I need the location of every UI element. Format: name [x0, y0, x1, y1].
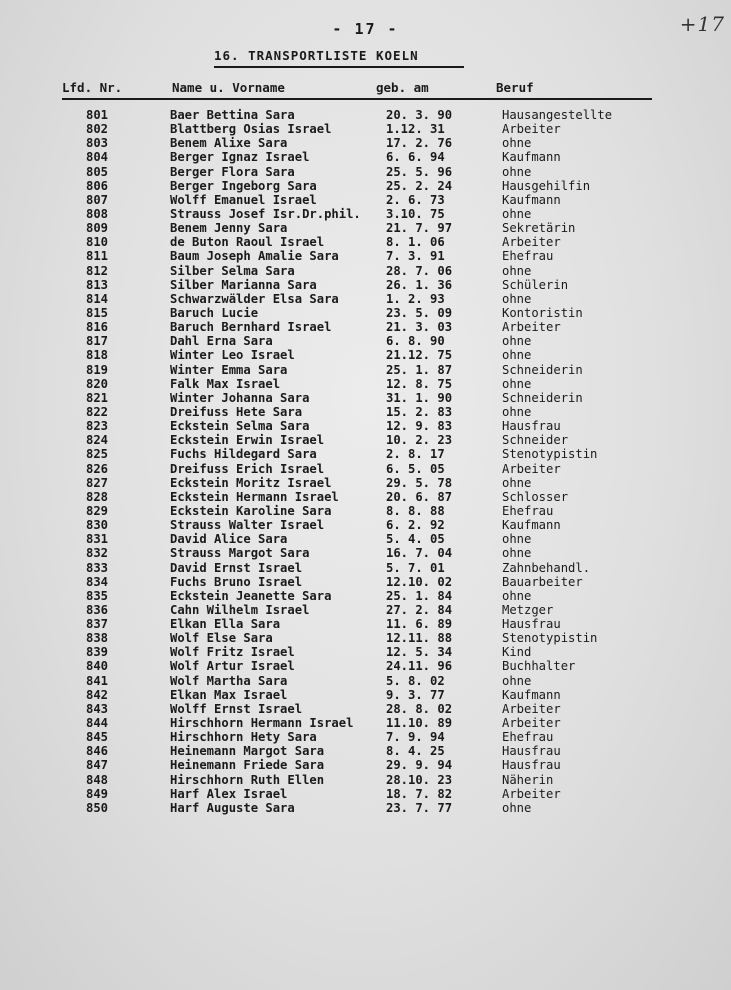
row-number: 814: [86, 291, 109, 306]
birth-date: 25. 2. 24: [386, 178, 453, 193]
table-row: [0, 659, 731, 673]
table-header: [62, 80, 652, 100]
person-name: Winter Johanna Sara: [170, 390, 310, 405]
row-number: 817: [86, 334, 109, 349]
table-row: [0, 165, 731, 179]
table-row: [0, 787, 731, 801]
occupation: Arbeiter: [502, 716, 561, 731]
person-name: Harf Auguste Sara: [170, 800, 295, 815]
birth-date: 29. 5. 78: [386, 475, 453, 490]
table-row: [0, 179, 731, 193]
birth-date: 8. 8. 88: [386, 503, 445, 518]
occupation: Kaufmann: [502, 687, 561, 702]
table-row: [0, 730, 731, 744]
person-name: Fuchs Bruno Israel: [170, 574, 303, 589]
birth-date: 3.10. 75: [386, 206, 445, 221]
occupation: Schneiderin: [502, 390, 583, 405]
occupation: Hausfrau: [502, 758, 561, 773]
birth-date: 5. 7. 01: [386, 560, 445, 575]
occupation: Arbeiter: [502, 701, 561, 716]
occupation: Schneiderin: [502, 362, 583, 377]
row-number: 811: [86, 249, 109, 264]
table-row: [0, 645, 731, 659]
person-name: Wolff Emanuel Israel: [170, 192, 317, 207]
birth-date: 5. 8. 02: [386, 673, 445, 688]
occupation: ohne: [502, 532, 532, 547]
person-name: Berger Ignaz Israel: [170, 150, 310, 165]
birth-date: 28.10. 23: [386, 772, 453, 787]
row-number: 833: [86, 560, 109, 575]
table-row: [0, 758, 731, 772]
person-name: Silber Selma Sara: [170, 263, 295, 278]
birth-date: 16. 7. 04: [386, 546, 453, 561]
row-number: 849: [86, 786, 109, 801]
table-row: [0, 122, 731, 136]
occupation: ohne: [502, 348, 532, 363]
row-number: 803: [86, 136, 109, 151]
occupation: Stenotypistin: [502, 447, 598, 462]
birth-date: 1. 2. 93: [386, 291, 445, 306]
birth-date: 2. 6. 73: [386, 192, 445, 207]
person-name: Hirschhorn Hety Sara: [170, 730, 317, 745]
table-row: [0, 702, 731, 716]
birth-date: 5. 4. 05: [386, 532, 445, 547]
person-name: Benem Alixe Sara: [170, 136, 288, 151]
person-name: David Ernst Israel: [170, 560, 303, 575]
row-number: 823: [86, 419, 109, 434]
person-name: Heinemann Friede Sara: [170, 758, 325, 773]
table-row: [0, 589, 731, 603]
row-number: 818: [86, 348, 109, 363]
row-number: 844: [86, 716, 109, 731]
row-number: 845: [86, 730, 109, 745]
row-number: 809: [86, 221, 109, 236]
birth-date: 12.11. 88: [386, 631, 453, 646]
person-name: Baer Bettina Sara: [170, 108, 295, 122]
person-name: Dahl Erna Sara: [170, 334, 273, 349]
person-name: Elkan Max Israel: [170, 687, 288, 702]
birth-date: 8. 1. 06: [386, 235, 445, 250]
birth-date: 21. 3. 03: [386, 320, 453, 335]
row-number: 810: [86, 235, 109, 250]
row-number: 821: [86, 390, 109, 405]
table-row: [0, 306, 731, 320]
birth-date: 28. 8. 02: [386, 701, 453, 716]
occupation: Näherin: [502, 772, 554, 787]
occupation: Schlosser: [502, 489, 569, 504]
table-row: [0, 518, 731, 532]
occupation: ohne: [502, 475, 532, 490]
table-row: [0, 150, 731, 164]
occupation: Arbeiter: [502, 320, 561, 335]
person-name: Harf Alex Israel: [170, 786, 288, 801]
row-number: 847: [86, 758, 109, 773]
person-name: Hirschhorn Ruth Ellen: [170, 772, 325, 787]
row-number: 813: [86, 277, 109, 292]
occupation: Ehefrau: [502, 503, 554, 518]
table-row: [0, 603, 731, 617]
table-row: [0, 476, 731, 490]
birth-date: 27. 2. 84: [386, 602, 453, 617]
person-name: Wolff Ernst Israel: [170, 701, 303, 716]
person-name: Eckstein Moritz Israel: [170, 475, 332, 490]
person-name: Eckstein Karoline Sara: [170, 503, 332, 518]
birth-date: 7. 3. 91: [386, 249, 445, 264]
birth-date: 1.12. 31: [386, 122, 445, 137]
birth-date: 23. 7. 77: [386, 800, 453, 815]
table-row: [0, 136, 731, 150]
occupation: ohne: [502, 206, 532, 221]
person-name: Eckstein Hermann Israel: [170, 489, 339, 504]
occupation: Zahnbehandl.: [502, 560, 591, 575]
occupation: Arbeiter: [502, 235, 561, 250]
table-row: [0, 575, 731, 589]
occupation: Kontoristin: [502, 305, 583, 320]
person-name: Eckstein Erwin Israel: [170, 433, 325, 448]
occupation: Hausfrau: [502, 419, 561, 434]
table-row: [0, 801, 731, 815]
row-number: 807: [86, 192, 109, 207]
birth-date: 20. 6. 87: [386, 489, 453, 504]
table-row: [0, 532, 731, 546]
birth-date: 25. 5. 96: [386, 164, 453, 179]
person-name: Dreifuss Hete Sara: [170, 404, 303, 419]
occupation: ohne: [502, 673, 532, 688]
occupation: Hausangestellte: [502, 108, 613, 122]
row-number: 831: [86, 532, 109, 547]
occupation: Hausfrau: [502, 617, 561, 632]
table-row: [0, 631, 731, 645]
table-row: [0, 108, 731, 122]
table-row: [0, 320, 731, 334]
occupation: Arbeiter: [502, 122, 561, 137]
row-number: 848: [86, 772, 109, 787]
occupation: Metzger: [502, 602, 554, 617]
occupation: Kind: [502, 645, 532, 660]
occupation: Kaufmann: [502, 518, 561, 533]
occupation: ohne: [502, 800, 532, 815]
birth-date: 6. 6. 94: [386, 150, 445, 165]
person-name: Wolf Fritz Israel: [170, 645, 295, 660]
occupation: ohne: [502, 546, 532, 561]
row-number: 822: [86, 404, 109, 419]
row-number: 829: [86, 503, 109, 518]
person-name: Wolf Else Sara: [170, 631, 273, 646]
row-number: 834: [86, 574, 109, 589]
row-number: 836: [86, 602, 109, 617]
table-row: [0, 447, 731, 461]
person-name: Strauss Margot Sara: [170, 546, 310, 561]
row-number: 802: [86, 122, 109, 137]
row-number: 837: [86, 617, 109, 632]
row-number: 820: [86, 376, 109, 391]
occupation: ohne: [502, 164, 532, 179]
person-name: Wolf Artur Israel: [170, 659, 295, 674]
birth-date: 21. 7. 97: [386, 221, 453, 236]
birth-date: 21.12. 75: [386, 348, 453, 363]
occupation: Buchhalter: [502, 659, 576, 674]
occupation: ohne: [502, 291, 532, 306]
occupation: Ehefrau: [502, 730, 554, 745]
row-number: 841: [86, 673, 109, 688]
occupation: Arbeiter: [502, 786, 561, 801]
birth-date: 20. 3. 90: [386, 108, 453, 122]
row-number: 828: [86, 489, 109, 504]
person-name: Strauss Josef Isr.Dr.phil.: [170, 206, 361, 221]
birth-date: 11.10. 89: [386, 716, 453, 731]
table-row: [0, 504, 731, 518]
table-row: [0, 419, 731, 433]
row-number: 850: [86, 800, 109, 815]
row-number: 824: [86, 433, 109, 448]
row-number: 830: [86, 518, 109, 533]
transport-list: [0, 108, 731, 815]
occupation: Ehefrau: [502, 249, 554, 264]
birth-date: 31. 1. 90: [386, 390, 453, 405]
person-name: Silber Marianna Sara: [170, 277, 317, 292]
person-name: Hirschhorn Hermann Israel: [170, 716, 354, 731]
table-row: [0, 716, 731, 730]
row-number: 801: [86, 108, 109, 122]
birth-date: 26. 1. 36: [386, 277, 453, 292]
row-number: 804: [86, 150, 109, 165]
column-header-nr: Lfd. Nr.: [62, 80, 123, 95]
person-name: Eckstein Jeanette Sara: [170, 588, 332, 603]
person-name: Elkan Ella Sara: [170, 617, 281, 632]
person-name: Berger Ingeborg Sara: [170, 178, 317, 193]
table-row: [0, 688, 731, 702]
row-number: 827: [86, 475, 109, 490]
row-number: 840: [86, 659, 109, 674]
occupation: Hausgehilfin: [502, 178, 591, 193]
person-name: Dreifuss Erich Israel: [170, 461, 325, 476]
person-name: Fuchs Hildegard Sara: [170, 447, 317, 462]
person-name: Benem Jenny Sara: [170, 221, 288, 236]
person-name: Berger Flora Sara: [170, 164, 295, 179]
occupation: Bauarbeiter: [502, 574, 583, 589]
person-name: Baruch Bernhard Israel: [170, 320, 332, 335]
person-name: Strauss Walter Israel: [170, 518, 325, 533]
table-row: [0, 334, 731, 348]
row-number: 816: [86, 320, 109, 335]
column-header-occupation: Beruf: [496, 80, 534, 95]
birth-date: 9. 3. 77: [386, 687, 445, 702]
row-number: 832: [86, 546, 109, 561]
table-row: [0, 773, 731, 787]
birth-date: 23. 5. 09: [386, 305, 453, 320]
row-number: 819: [86, 362, 109, 377]
birth-date: 17. 2. 76: [386, 136, 453, 151]
birth-date: 29. 9. 94: [386, 758, 453, 773]
occupation: Sekretärin: [502, 221, 576, 236]
birth-date: 12. 5. 34: [386, 645, 453, 660]
table-row: [0, 462, 731, 476]
birth-date: 28. 7. 06: [386, 263, 453, 278]
table-row: [0, 193, 731, 207]
birth-date: 6. 5. 05: [386, 461, 445, 476]
person-name: Cahn Wilhelm Israel: [170, 602, 310, 617]
table-row: [0, 433, 731, 447]
table-row: [0, 249, 731, 263]
column-header-name: Name u. Vorname: [172, 80, 285, 95]
occupation: Schneider: [502, 433, 569, 448]
occupation: ohne: [502, 404, 532, 419]
person-name: Blattberg Osias Israel: [170, 122, 332, 137]
row-number: 843: [86, 701, 109, 716]
birth-date: 15. 2. 83: [386, 404, 453, 419]
table-row: [0, 377, 731, 391]
row-number: 838: [86, 631, 109, 646]
birth-date: 25. 1. 87: [386, 362, 453, 377]
birth-date: 8. 4. 25: [386, 744, 445, 759]
person-name: Schwarzwälder Elsa Sara: [170, 291, 339, 306]
person-name: Falk Max Israel: [170, 376, 281, 391]
birth-date: 12.10. 02: [386, 574, 453, 589]
occupation: Kaufmann: [502, 192, 561, 207]
occupation: ohne: [502, 376, 532, 391]
person-name: Winter Leo Israel: [170, 348, 295, 363]
birth-date: 11. 6. 89: [386, 617, 453, 632]
birth-date: 25. 1. 84: [386, 588, 453, 603]
birth-date: 12. 9. 83: [386, 419, 453, 434]
person-name: Wolf Martha Sara: [170, 673, 288, 688]
birth-date: 12. 8. 75: [386, 376, 453, 391]
occupation: Schülerin: [502, 277, 569, 292]
birth-date: 2. 8. 17: [386, 447, 445, 462]
table-row: [0, 278, 731, 292]
table-row: [0, 674, 731, 688]
person-name: David Alice Sara: [170, 532, 288, 547]
table-row: [0, 391, 731, 405]
table-row: [0, 207, 731, 221]
row-number: 808: [86, 206, 109, 221]
table-row: [0, 405, 731, 419]
birth-date: 6. 2. 92: [386, 518, 445, 533]
table-row: [0, 264, 731, 278]
table-row: [0, 546, 731, 560]
table-row: [0, 363, 731, 377]
row-number: 842: [86, 687, 109, 702]
row-number: 806: [86, 178, 109, 193]
occupation: Stenotypistin: [502, 631, 598, 646]
birth-date: 6. 8. 90: [386, 334, 445, 349]
occupation: ohne: [502, 334, 532, 349]
occupation: Arbeiter: [502, 461, 561, 476]
table-row: [0, 221, 731, 235]
row-number: 839: [86, 645, 109, 660]
table-row: [0, 490, 731, 504]
row-number: 815: [86, 305, 109, 320]
occupation: Hausfrau: [502, 744, 561, 759]
birth-date: 18. 7. 82: [386, 786, 453, 801]
birth-date: 10. 2. 23: [386, 433, 453, 448]
table-row: [0, 235, 731, 249]
row-number: 825: [86, 447, 109, 462]
row-number: 835: [86, 588, 109, 603]
person-name: de Buton Raoul Israel: [170, 235, 325, 250]
row-number: 846: [86, 744, 109, 759]
person-name: Heinemann Margot Sara: [170, 744, 325, 759]
occupation: Kaufmann: [502, 150, 561, 165]
person-name: Eckstein Selma Sara: [170, 419, 310, 434]
occupation: ohne: [502, 136, 532, 151]
row-number: 805: [86, 164, 109, 179]
page-number: - 17 -: [332, 20, 399, 38]
table-row: [0, 561, 731, 575]
person-name: Baum Joseph Amalie Sara: [170, 249, 339, 264]
table-row: [0, 744, 731, 758]
table-row: [0, 348, 731, 362]
row-number: 826: [86, 461, 109, 476]
table-row: [0, 617, 731, 631]
birth-date: 7. 9. 94: [386, 730, 445, 745]
document-title: 16. TRANSPORTLISTE KOELN: [214, 48, 464, 68]
occupation: ohne: [502, 588, 532, 603]
column-header-birthdate: geb. am: [376, 80, 429, 95]
handwritten-page-mark: +17: [679, 12, 725, 36]
table-row: [0, 292, 731, 306]
person-name: Winter Emma Sara: [170, 362, 288, 377]
row-number: 812: [86, 263, 109, 278]
birth-date: 24.11. 96: [386, 659, 453, 674]
occupation: ohne: [502, 263, 532, 278]
person-name: Baruch Lucie: [170, 305, 259, 320]
